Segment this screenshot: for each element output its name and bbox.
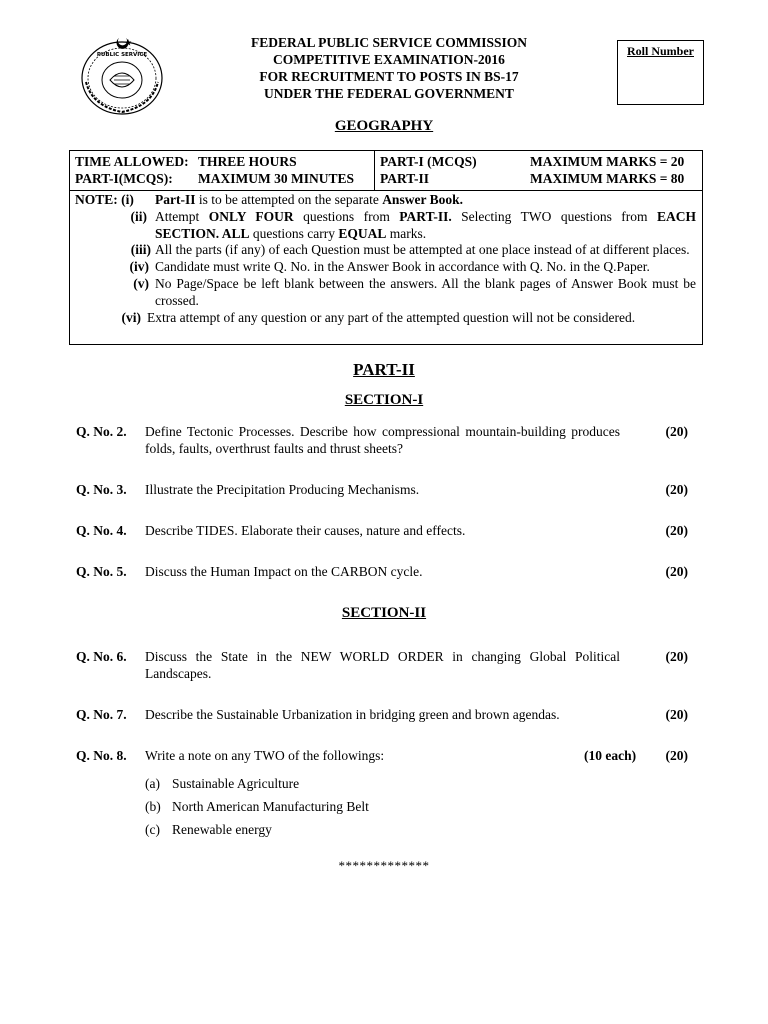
question-number: Q. No. 7.: [76, 707, 127, 722]
question-number: Q. No. 6.: [76, 649, 127, 664]
note-2-text-g: questions carry: [249, 225, 339, 241]
note-2-text-c: questions from: [293, 208, 400, 224]
header-line-3: FOR RECRUITMENT TO POSTS IN BS-17: [259, 69, 519, 84]
instructions-box: [69, 150, 703, 345]
note-2-number: (ii): [130, 208, 147, 224]
part2-marks: MAXIMUM MARKS = 80: [530, 171, 685, 186]
note-1-bold: Part-II: [155, 192, 196, 207]
question-marks: (20): [665, 707, 688, 722]
time-value: THREE HOURS: [198, 154, 297, 169]
note-1-text: is to be attempted on the separate: [195, 192, 383, 207]
question-marks: (20): [665, 523, 688, 538]
sub-text: Renewable energy: [172, 822, 272, 837]
question-number: Q. No. 4.: [76, 523, 127, 538]
marks-info: [375, 151, 702, 190]
q8-part-c: [145, 822, 272, 838]
mcq-time-value: MAXIMUM 30 MINUTES: [198, 171, 354, 186]
seal-text: PUBLIC SERVICE: [96, 52, 148, 58]
note-4-number: (iv): [129, 259, 149, 275]
q8-part-b: [145, 799, 369, 815]
question-number: Q. No. 2.: [76, 424, 127, 439]
exam-header: [200, 34, 578, 102]
note-3-text: All the parts (if any) of each Question must be attempted at one place instead of at different places.: [155, 242, 690, 258]
question-text: Describe TIDES. Elaborate their causes, nature and effects.: [145, 523, 466, 538]
part-title: PART-II: [353, 360, 415, 379]
note-3: [75, 242, 696, 259]
notes-list: [70, 191, 702, 326]
sub-text: North American Manufacturing Belt: [172, 799, 369, 814]
question-text: Discuss the State in the NEW WORLD ORDER in changing Global Political Landscapes.: [145, 649, 620, 681]
end-of-paper-marker: *************: [338, 858, 430, 873]
question-text: Illustrate the Precipitation Producing Mechanisms.: [145, 482, 420, 497]
note-5-text: No Page/Space be left blank between the answers. All the blank pages of Answer Book must be crossed.: [155, 275, 696, 308]
roll-number-box[interactable]: [617, 40, 704, 105]
question-marks: (20): [665, 748, 688, 763]
section-2-title: SECTION-II: [341, 605, 427, 621]
header-line-4: UNDER THE FEDERAL GOVERNMENT: [264, 86, 514, 101]
section-1-title: SECTION-I: [344, 392, 424, 408]
subject-title: GEOGRAPHY: [334, 118, 434, 134]
question-text: Define Tectonic Processes. Describe how compressional mountain-building produces folds, faults, overthrust faults and thrust sheets?: [145, 424, 620, 456]
note-2: [75, 209, 696, 243]
note-2-text-a: Attempt: [155, 208, 209, 224]
time-marks-row: [70, 151, 702, 191]
note-2-text-i: marks.: [386, 225, 427, 241]
question-text: Describe the Sustainable Urbanization in bridging green and brown agendas.: [145, 707, 560, 722]
time-label: TIME ALLOWED:: [75, 154, 189, 169]
fpsc-seal-logo: [74, 32, 170, 116]
question-marks: (20): [665, 564, 688, 579]
part1-marks: MAXIMUM MARKS = 20: [530, 154, 685, 169]
note-3-number: (iii): [130, 242, 151, 258]
note-5: [75, 276, 696, 310]
sub-label: (a): [145, 776, 160, 791]
note-6-text: Extra attempt of any question or any part of the attempted question will not be considered.: [147, 309, 636, 325]
roll-number-label: Roll Number: [627, 44, 694, 58]
note-6: [75, 310, 696, 327]
note-4-text: Candidate must write Q. No. in the Answer Book in accordance with Q. No. in the Q.Paper.: [155, 259, 650, 275]
question-marks: (20): [665, 649, 688, 664]
note-1-number: NOTE: (i): [75, 192, 134, 207]
note-2-text-b: ONLY FOUR: [208, 208, 294, 224]
question-number: Q. No. 8.: [76, 748, 127, 763]
question-marks: (20): [665, 482, 688, 497]
header-line-2: COMPETITIVE EXAMINATION-2016: [273, 52, 505, 67]
question-number: Q. No. 3.: [76, 482, 127, 497]
question-number: Q. No. 5.: [76, 564, 127, 579]
sub-label: (c): [145, 822, 160, 837]
question-marks: (20): [665, 424, 688, 439]
note-5-number: (v): [133, 275, 149, 291]
time-info: [70, 151, 375, 190]
note-1: [75, 192, 696, 209]
q8-part-a: [145, 776, 299, 792]
note-4: [75, 259, 696, 276]
note-2-text-d: PART-II.: [399, 208, 452, 224]
note-2-text-e: Selecting TWO questions from: [451, 208, 657, 224]
header-line-1: FEDERAL PUBLIC SERVICE COMMISSION: [251, 35, 527, 50]
question-text: Discuss the Human Impact on the CARBON cycle.: [145, 564, 423, 579]
sub-label: (b): [145, 799, 161, 814]
sub-text: Sustainable Agriculture: [172, 776, 300, 791]
note-2-text-h: EQUAL: [338, 225, 387, 241]
note-6-number: (vi): [121, 309, 141, 325]
question-text: Write a note on any TWO of the followings:: [145, 748, 385, 763]
part1-label: PART-I (MCQS): [380, 154, 477, 169]
part2-label: PART-II: [380, 171, 430, 186]
note-2-text-f: EACH SECTION. ALL: [155, 208, 696, 241]
note-1-bold2: Answer Book.: [382, 192, 463, 207]
question-each-marks: (10 each): [584, 748, 637, 763]
mcq-time-label: PART-I(MCQS):: [75, 171, 173, 186]
